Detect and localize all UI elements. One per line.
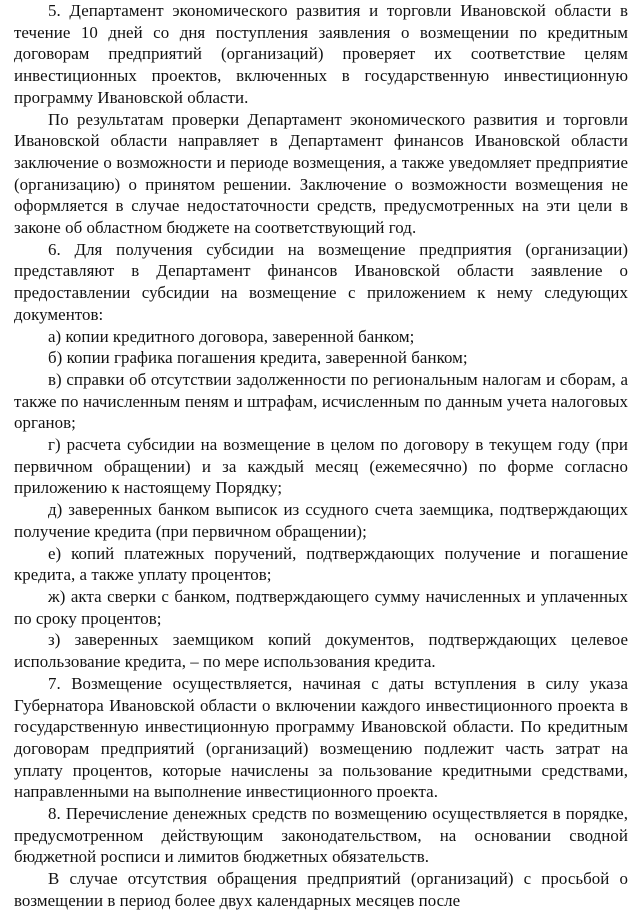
paragraph-item-7: 7. Возмещение осуществляется, начиная с даты вступления в силу указа Губернатора Ивановской области о включении каждого инвестиционного проекта в государственную инвестиционную программу Ивановской области. По кредитным договорам предприятий (организаций) возмещению подлежит часть затрат на уплату процентов, которые начислены за пользование кредитными средствами, направленными на выполнение инвестиционного проекта. <box>14 673 628 802</box>
paragraph-no-request: В случае отсутствия обращения предприятий (организаций) с просьбой о возмещении в период более двух календарных месяцев после <box>14 869 628 910</box>
list-item-d: д) заверенных банком выписок из ссудного счета заемщика, подтверждающих получение кредита (при первичном обращении); <box>14 500 628 541</box>
paragraph-item-5: 5. Департамент экономического развития и торговли Ивановской области в течение 10 дней со дня поступления заявления о возмещении по кредитным договорам предприятий (организаций) проверяет их соответствие целям инвестиционных проектов, включенных в государственную инвестиционную программу Ивановской области. <box>14 1 628 107</box>
list-item-b: б) копии графика погашения кредита, заверенной банком; <box>48 348 468 368</box>
list-item-g: г) расчета субсидии на возмещение в целом по договору в текущем году (при первичном обращении) и за каждый месяц (ежемесячно) по форме согласно приложению к настоящему Порядку; <box>14 435 628 498</box>
list-item-v: в) справки об отсутствии задолженности по региональным налогам и сборам, а также по начисленным пеням и штрафам, исчисленным по данным учета налоговых органов; <box>14 369 628 433</box>
paragraph-item-8: 8. Перечисление денежных средств по возмещению осуществляется в порядке, предусмотренном действующим законодательством, на основании сводной бюджетной росписи и лимитов бюджетных обязательств. <box>14 804 628 867</box>
list-item-z: з) заверенных заемщиком копий документов, подтверждающих целевое использование кредита, – по мере использования кредита. <box>14 630 628 672</box>
paragraph-verification-results: По результатам проверки Департамент экономического развития и торговли Ивановской области направляет в Департамент финансов Ивановской области заключение о возможности и периоде возмещения, а также уведомляет предприятие (организацию) о принятом решении. Заключение о возможности возмещения не оформляется в случае недостаточности средств, предусмотренных на эти цели в законе об областном бюджете на соответствующий год. <box>14 109 628 238</box>
paragraph-item-6: 6. Для получения субсидии на возмещение предприятия (организации) представляют в Департамент финансов Ивановской области заявление о предоставлении субсидии на возмещение с приложением к нему следующих документов: <box>14 239 628 324</box>
document-body <box>14 0 628 912</box>
list-item-a: а) копии кредитного договора, заверенной банком; <box>48 326 415 346</box>
list-item-zh: ж) акта сверки с банком, подтверждающего сумму начисленных и уплаченных по сроку процентов; <box>14 586 628 628</box>
list-item-e: е) копий платежных поручений, подтверждающих получение и погашение кредита, а также уплату процентов; <box>14 543 628 585</box>
